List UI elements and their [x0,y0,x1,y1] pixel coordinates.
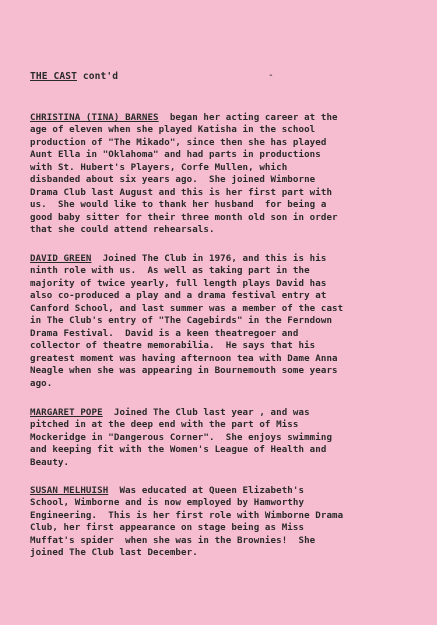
bio-line: Drama Festival. David is a keen theatregoer and [30,328,299,339]
bio-line: that she could attend rehearsals. [30,225,215,236]
bio-line: Canford School, and last summer was a member of the cast [30,303,344,314]
bio-line: ninth role with us. As well as taking part in the [30,266,310,277]
bio-line: production of "The Mikado", since then she has played [30,137,327,148]
bio-line: also co-produced a play and a drama festival entry at [30,291,327,302]
bio-line: Beauty. [30,457,70,468]
stray-dash-mark: - [268,70,274,81]
cast-member-name: DAVID GREEN [30,254,92,264]
bio-line: majority of twice yearly, full length plays David has [30,278,327,289]
bio-line: disbanded about six years ago. She joined Wimborne [30,175,316,186]
bio-line: Aunt Ella in "Oklahoma" and had parts in productions [30,150,321,161]
bio-line: joined The Club last December. [30,548,198,559]
bio-line: us. She would like to thank her husband for being a [30,200,327,211]
cast-member-name: SUSAN MELHUISH [30,486,109,496]
bio-line: Neagle when she was appearing in Bournemouth some years [30,366,338,377]
bio-line: SUSAN MELHUISH Was educated at Queen Elizabeth's [30,486,305,496]
cast-member-name: MARGARET POPE [30,408,103,418]
bio-line: DAVID GREEN Joined The Club in 1976, and this is his [30,254,327,264]
bio-line: Engineering. This is her first role with Wimborne Drama [30,510,344,521]
bio-david-green [30,253,422,390]
bio-susan-melhuish [30,485,422,560]
bio-line: greatest moment was having afternoon tea with Dame Anna [30,353,338,364]
bio-line: School, Wimborne and is now employed by Hamworthy [30,498,305,509]
bio-line: CHRISTINA (TINA) BARNES began her acting career at the [30,113,338,123]
bio-line: age of eleven when she played Katisha in the school [30,125,316,136]
bio-line: and keeping fit with the Women's League of Health and [30,445,327,456]
bio-line: Muffat's spider when she was in the Brownies! She [30,535,316,546]
bio-line: Club, her first appearance on stage being as Miss [30,523,305,534]
bio-line: collector of theatre memorabilia. He says that his [30,341,316,352]
bio-margaret-pope [30,407,422,469]
bio-christina-barnes [30,112,422,237]
section-heading [30,71,118,82]
bio-line: in The Club's entry of "The Cagebirds" in the Ferndown [30,316,333,327]
cast-member-name: CHRISTINA (TINA) BARNES [30,113,159,123]
bio-line: good baby sitter for their three month old son in order [30,212,338,223]
bio-line: with St. Hubert's Players, Corfe Mullen, which [30,162,288,173]
bio-line: Mockeridge in "Dangerous Corner". She enjoys swimming [30,432,333,443]
bio-line: pitched in at the deep end with the part of Miss [30,420,299,431]
bio-line: Drama Club last August and this is her first part with [30,187,333,198]
bio-line: ago. [30,378,53,389]
heading-suffix: cont'd [77,71,119,82]
heading-title: THE CAST [30,71,78,82]
bio-line: MARGARET POPE Joined The Club last year , and was [30,408,310,418]
